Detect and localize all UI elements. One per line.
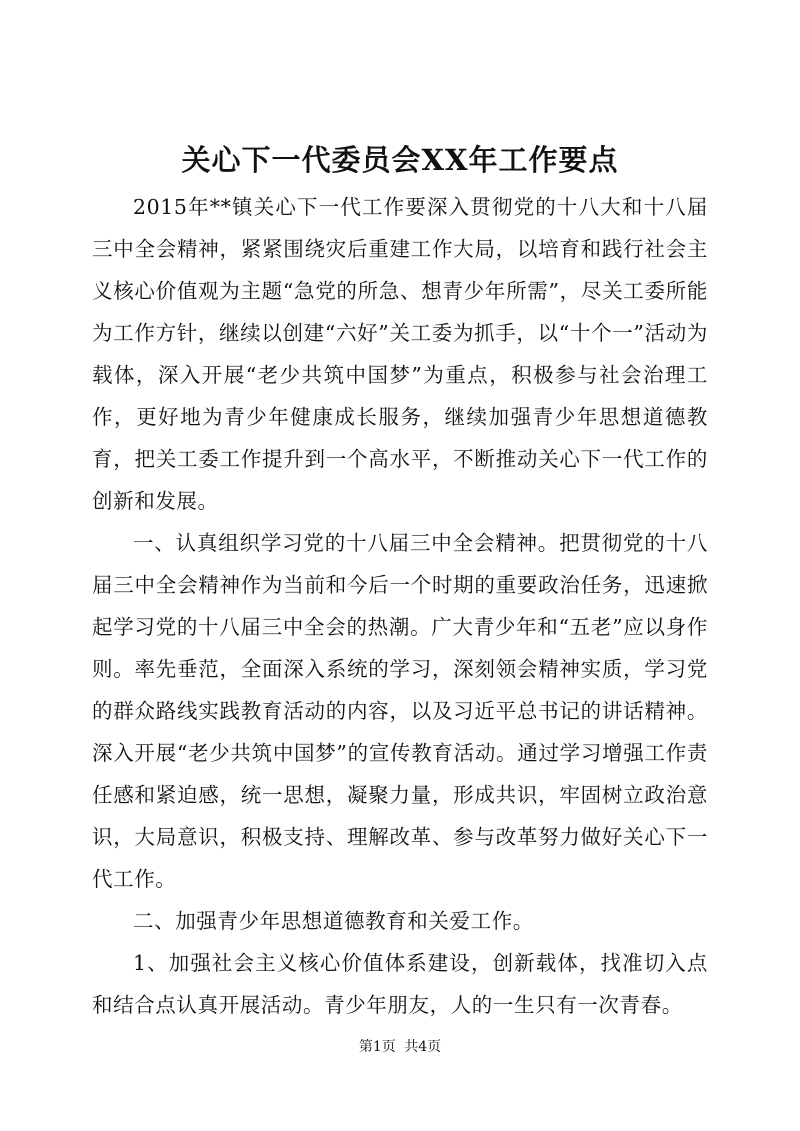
document-title: 关心下一代委员会XX年工作要点 (181, 143, 619, 177)
page-total: 共4页 (404, 1039, 442, 1055)
paragraph-section-2-heading: 二、加强青少年思想道德教育和关爱工作。 (133, 909, 534, 933)
page-footer (0, 1037, 800, 1057)
document-body (92, 186, 708, 1026)
paragraph-intro: 2015年**镇关心下一代工作要深入贯彻党的十八大和十八届三中全会精神，紧紧围绕灾后重建工作大局，以培育和践行社会主义核心价值观为主题“急党的所急、想青少年所需”，尽关工委所能为工作方针，继续以创建“六好”关工委为抓手，以“十个一”活动为载体，深入开展“老少共筑中国梦”为重点，积极参与社会治理工作，更好地为青少年健康成长服务，继续加强青少年思想道德教育，把关工委工作提升到一个高水平，不断推动关心下一代工作的创新和发展。 (92, 195, 708, 513)
page-number: 第1页 (358, 1039, 396, 1055)
paragraph-section-1: 一、认真组织学习党的十八届三中全会精神。把贯彻党的十八届三中全会精神作为当前和今后一个时期的重要政治任务，迅速掀起学习党的十八届三中全会的热潮。广大青少年和“五老”应以身作则。率先垂范，全面深入系统的学习，深刻领会精神实质，学习党的群众路线实践教育活动的内容，以及习近平总书记的讲话精神。深入开展“老少共筑中国梦”的宣传教育活动。通过学习增强工作责任感和紧迫感，统一思想，凝聚力量，形成共识，牢固树立政治意识，大局意识，积极支持、理解改革、参与改革努力做好关心下一代工作。 (92, 531, 708, 891)
paragraph-section-2-item-1: 1、加强社会主义核心价值体系建设，创新载体，找准切入点和结合点认真开展活动。青少年朋友，人的一生只有一次青春。 (92, 951, 708, 1017)
